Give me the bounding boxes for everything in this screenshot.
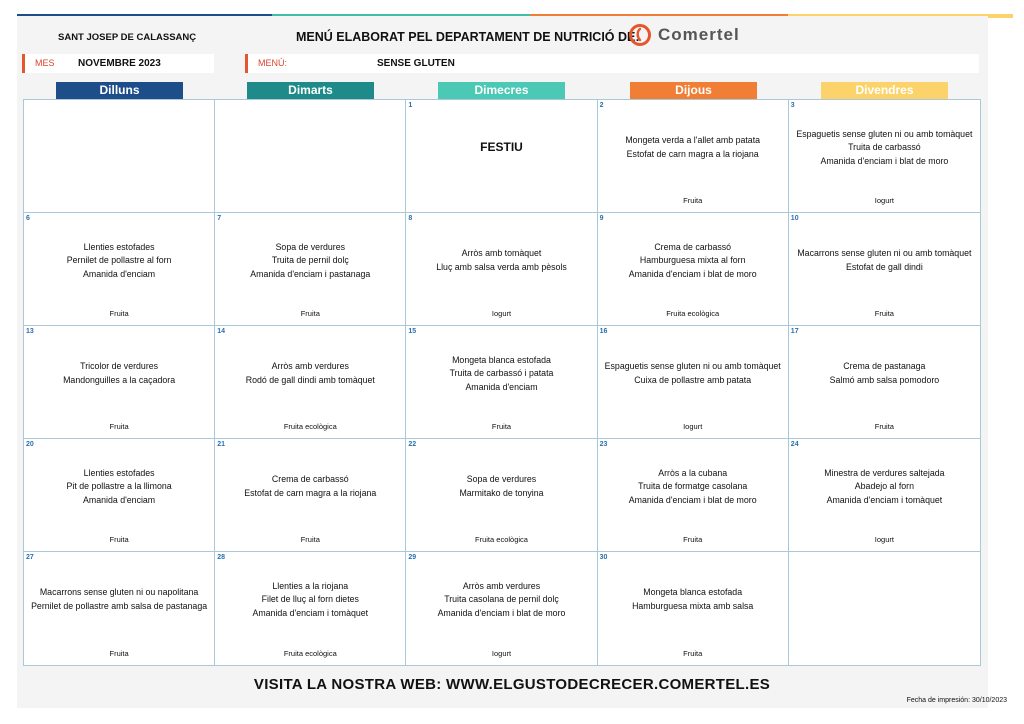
day-cell [598, 552, 789, 665]
meal-list [406, 451, 596, 523]
meal-item: Truita de carbassó i patata [449, 368, 554, 379]
day-header-dijous: Dijous [630, 82, 757, 99]
meal-item: Rodó de gall dindi amb tomàquet [245, 375, 375, 385]
day-cell [24, 100, 215, 213]
dessert-item: Fruita [683, 535, 703, 544]
meal-item: Amanida d'enciam i blat de moro [437, 607, 566, 618]
comertel-logo [628, 23, 740, 47]
meal-item: Llenties estofades [83, 467, 155, 478]
dessert-item: Fruita ecològica [283, 422, 337, 431]
meal-item: Cuixa de pollastre amb patata [634, 375, 752, 385]
dessert-item: Fruita [300, 535, 320, 544]
meal-item: Salmó amb salsa pomodoro [829, 375, 940, 385]
day-header-divendres: Divendres [821, 82, 948, 99]
meal-list [406, 564, 596, 636]
menu-type-value: SENSE GLUTEN [377, 58, 455, 69]
meal-list [406, 112, 596, 184]
day-number: 9 [599, 215, 604, 222]
meal-item: Macarrons sense gluten ni ou napolitana [39, 587, 199, 598]
day-cell [215, 326, 406, 439]
meal-list [24, 112, 214, 184]
day-header-dimarts: Dimarts [247, 82, 374, 99]
day-number: 22 [408, 441, 417, 448]
meal-item: Lluç amb salsa verda amb pèsols [436, 262, 567, 272]
meal-item: Arròs amb verdures [462, 580, 541, 591]
meal-list [598, 564, 788, 636]
meal-list [598, 338, 788, 410]
print-date: Fecha de impresión: 30/10/2023 [906, 697, 1007, 704]
meal-item: Amanida d'enciam [83, 494, 156, 505]
meal-list [24, 225, 214, 297]
menu-type-label: MENÚ: [258, 58, 287, 68]
day-number: 23 [599, 441, 608, 448]
meal-item: Pernilet de pollastre amb salsa de pastanaga [31, 601, 208, 611]
meal-item: Amanida d'enciam [83, 268, 156, 279]
meal-item: Crema de carbassó [654, 241, 732, 252]
meal-item: Sopa de verdures [275, 241, 346, 252]
meal-item: Mandonguilles a la caçadora [63, 375, 176, 385]
dessert-item: Fruita [109, 649, 129, 658]
dessert-item: Fruita [491, 422, 512, 431]
day-cell [24, 326, 215, 439]
day-number: 15 [408, 328, 417, 335]
day-number: 28 [217, 554, 225, 561]
meal-item: Pit de pollastre a la llimona [66, 481, 172, 492]
meal-item: Crema de pastanaga [843, 361, 926, 372]
day-cell [789, 326, 980, 439]
meal-item: Truita de formatge casolana [638, 481, 748, 492]
meal-item: Macarrons sense gluten ni ou amb tomàquet [797, 248, 972, 259]
day-cell [789, 552, 980, 665]
school-name: SANT JOSEP DE CALASSANÇ [58, 32, 197, 43]
meal-item: Amanida d'enciam i blat de moro [628, 268, 757, 279]
meal-item: Estofat de gall dindi [846, 262, 923, 272]
meal-list [406, 225, 596, 297]
day-cell [406, 213, 597, 326]
meal-list [789, 451, 980, 523]
dessert-item: Fruita [109, 422, 129, 431]
meal-item: Amanida d'enciam i tomàquet [252, 607, 369, 618]
day-number: 2 [599, 102, 604, 109]
day-number: 3 [790, 102, 795, 109]
day-number: 7 [217, 215, 222, 222]
day-number: 13 [26, 328, 34, 335]
day-cell [598, 100, 789, 213]
meal-item: Llenties a la riojana [272, 580, 349, 591]
day-cell [598, 213, 789, 326]
day-cell [215, 213, 406, 326]
meal-item: Mongeta blanca estofada [452, 354, 551, 365]
meal-item: Mongeta blanca estofada [643, 587, 743, 598]
month-label: MES [35, 58, 55, 68]
meal-item: Abadejo al forn [854, 481, 914, 492]
meal-item: Truita casolana de pernil dolç [444, 594, 559, 605]
comertel-logo-icon [628, 23, 652, 47]
meal-list [215, 564, 405, 636]
dessert-item: Iogurt [491, 649, 512, 658]
day-number: 30 [599, 554, 608, 561]
menu-calendar-grid [23, 99, 981, 666]
dessert-item: Fruita [300, 309, 320, 318]
day-number: 1 [408, 102, 413, 109]
day-cell [215, 552, 406, 665]
meal-item: Espaguetis sense gluten ni ou amb tomàquet [604, 361, 781, 372]
meal-item: Truita de pernil dolç [271, 255, 349, 266]
dessert-item: Fruita ecològica [283, 649, 337, 658]
meal-item: Tricolor de verdures [80, 361, 159, 372]
brand-name: Comertel [658, 25, 740, 44]
dessert-item: Fruita [874, 309, 894, 318]
meal-item: Arròs amb tomàquet [461, 248, 542, 259]
meal-item: Pernilet de pollastre al forn [66, 255, 172, 266]
meal-item: Llenties estofades [83, 241, 155, 252]
day-number: 14 [217, 328, 225, 335]
dessert-item: Fruita [683, 649, 703, 658]
dessert-item: Fruita ecològica [475, 535, 528, 544]
meal-item: Minestra de verdures saltejada [824, 467, 945, 478]
dessert-item: Fruita [109, 535, 129, 544]
month-value: NOVEMBRE 2023 [78, 58, 161, 69]
day-cell [406, 326, 597, 439]
meal-list [215, 112, 405, 184]
day-number: 29 [408, 554, 417, 561]
website-banner: VISITA LA NOSTRA WEB: WWW.ELGUSTODECRECER.COMERTEL.ES [253, 676, 771, 693]
dessert-item: Iogurt [683, 422, 703, 431]
day-cell [406, 552, 597, 665]
meal-list [24, 451, 214, 523]
meal-item: Amanida d'enciam i blat de moro [820, 155, 949, 166]
meal-item: Amanida d'enciam i pastanaga [250, 268, 371, 279]
meal-item: Amanida d'enciam i tomàquet [826, 494, 943, 505]
dessert-item: Fruita [874, 422, 894, 431]
meal-item: Sopa de verdures [466, 474, 537, 485]
meal-item: Espaguetis sense gluten ni ou amb tomàquet [796, 128, 973, 139]
dessert-item: Iogurt [874, 196, 894, 205]
meal-item: Arròs a la cubana [658, 467, 728, 478]
day-header-dilluns: Dilluns [56, 82, 183, 99]
meal-list [24, 338, 214, 410]
menu-type-field [245, 54, 979, 73]
meal-item: Filet de lluç al forn dietes [261, 594, 359, 605]
meal-item: Mongeta verda a l'allet amb patata [625, 135, 761, 146]
day-cell [406, 439, 597, 552]
day-cell [789, 100, 980, 213]
day-cell [24, 213, 215, 326]
day-cell [598, 439, 789, 552]
meal-item: Arròs amb verdures [271, 361, 349, 372]
meal-list [789, 338, 980, 410]
meal-list [406, 338, 596, 410]
holiday-label: FESTIU [480, 140, 523, 155]
meal-list [789, 564, 980, 636]
meal-item: Estofat de carn magra a la riojana [626, 149, 759, 159]
dessert-item: Iogurt [874, 535, 894, 544]
dessert-item: Fruita [109, 309, 129, 318]
meal-item: Estofat de carn magra a la riojana [244, 488, 377, 498]
day-number: 21 [217, 441, 225, 448]
day-cell [24, 552, 215, 665]
meal-item: Amanida d'enciam [465, 381, 538, 392]
day-cell [789, 213, 980, 326]
day-cell [215, 100, 406, 213]
meal-list [598, 225, 788, 297]
day-number: 17 [790, 328, 799, 335]
meal-list [789, 225, 980, 297]
meal-item: Marmitako de tonyina [459, 488, 544, 498]
meal-list [215, 338, 405, 410]
day-header-dimecres: Dimecres [438, 82, 565, 99]
day-cell [24, 439, 215, 552]
day-cell [406, 100, 597, 213]
meal-item: Hamburguesa mixta amb salsa [632, 601, 754, 611]
meal-item: Amanida d'enciam i blat de moro [628, 494, 757, 505]
meal-list [598, 451, 788, 523]
meal-list [789, 112, 980, 184]
meal-item: Truita de carbassó [848, 142, 921, 153]
meal-list [598, 112, 788, 184]
day-number: 6 [26, 215, 30, 222]
meal-list [24, 564, 214, 636]
dessert-item: Iogurt [491, 309, 512, 318]
day-cell [789, 439, 980, 552]
meal-list [215, 451, 405, 523]
day-number: 16 [599, 328, 608, 335]
headline: MENÚ ELABORAT PEL DEPARTAMENT DE NUTRICIÓ DE: [296, 30, 640, 44]
day-number: 24 [790, 441, 799, 448]
day-number: 8 [408, 215, 413, 222]
meal-item: Hamburguesa mixta al forn [639, 255, 746, 266]
meal-item: Crema de carbassó [271, 474, 349, 485]
dessert-item: Fruita [683, 196, 703, 205]
month-field [22, 54, 214, 73]
day-number: 20 [26, 441, 34, 448]
day-cell [598, 326, 789, 439]
dessert-item: Fruita ecològica [666, 309, 720, 318]
meal-list [215, 225, 405, 297]
day-number: 10 [790, 215, 799, 222]
day-cell [215, 439, 406, 552]
day-number: 27 [26, 554, 34, 561]
